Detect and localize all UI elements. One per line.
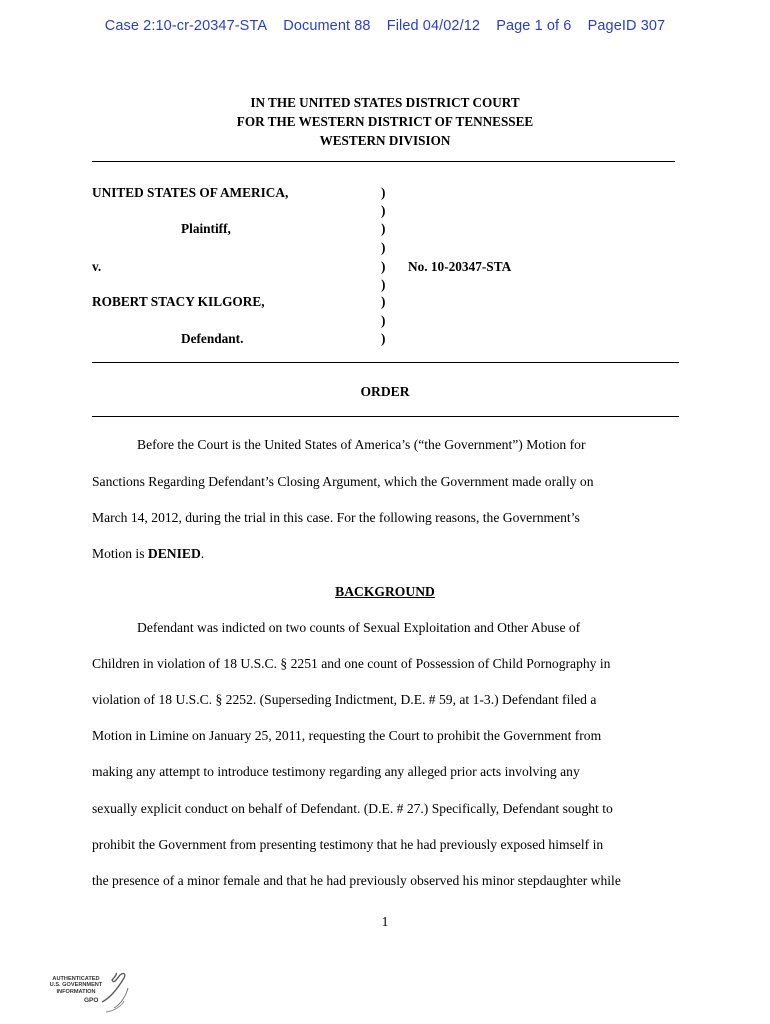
- court-heading: [0, 93, 770, 150]
- page-count-stamp: Page 1 of 6: [496, 18, 572, 34]
- background-line-3: violation of 18 U.S.C. § 2252. (Superseding Indictment, D.E. # 59, at 1-3.) Defendant filed a: [92, 692, 597, 707]
- caption-paren: ): [381, 313, 386, 328]
- seal-text: [46, 976, 106, 995]
- motion-suffix: .: [200, 546, 205, 561]
- caption-paren: ): [381, 185, 386, 200]
- caption-paren: ): [381, 221, 386, 236]
- seal-gpo-label: GPO: [84, 997, 99, 1004]
- motion-prefix: Motion is: [92, 546, 148, 561]
- caption-paren: ): [381, 203, 386, 218]
- background-line-6: sexually explicit conduct on behalf of Defendant. (D.E. # 27.) Specifically, Defendant sought to: [92, 801, 613, 816]
- intro-line-3: March 14, 2012, during the trial in this case. For the following reasons, the Government’s: [92, 510, 580, 525]
- background-line-7: prohibit the Government from presenting testimony that he had previously exposed himself in: [92, 837, 604, 852]
- gpo-authentication-seal: [44, 968, 144, 1018]
- court-heading-line-1: IN THE UNITED STATES DISTRICT COURT: [250, 95, 520, 110]
- filed-date-stamp: Filed 04/02/12: [386, 18, 481, 34]
- background-line-1: Defendant was indicted on two counts of Sexual Exploitation and Other Abuse of: [137, 620, 581, 635]
- caption-paren: ): [381, 240, 386, 255]
- seal-line-3: INFORMATION: [56, 988, 96, 995]
- case-number-stamp: Case 2:10-cr-20347-STA: [104, 18, 268, 34]
- intro-line-1: Before the Court is the United States of America’s (“the Government”) Motion for: [137, 437, 586, 452]
- ecf-header-stamp: [0, 18, 770, 34]
- order-title: ORDER: [360, 384, 410, 399]
- intro-line-4: [92, 546, 204, 562]
- plaintiff-role: Plaintiff,: [181, 221, 231, 236]
- caption-rule: [92, 362, 679, 363]
- heading-rule: [92, 161, 675, 162]
- background-line-4: Motion in Limine on January 25, 2011, requesting the Court to prohibit the Government from: [92, 728, 602, 743]
- background-line-2: Children in violation of 18 U.S.C. § 2251 and one count of Possession of Child Pornography in: [92, 656, 611, 671]
- defendant-role: Defendant.: [181, 331, 244, 346]
- seal-line-2: U.S. GOVERNMENT: [49, 982, 103, 989]
- background-line-5: making any attempt to introduce testimony regarding any alleged prior acts involving any: [92, 764, 580, 779]
- case-number: No. 10-20347-STA: [408, 259, 512, 274]
- versus-label: v.: [92, 259, 102, 274]
- seal-line-1: AUTHENTICATED: [52, 976, 100, 982]
- page-id-stamp: PageID 307: [587, 18, 666, 34]
- caption-paren: ): [381, 331, 386, 346]
- page-number: 1: [381, 914, 389, 929]
- caption-paren: ): [381, 259, 386, 274]
- background-line-8: the presence of a minor female and that he had previously observed his minor stepdaughter while: [92, 873, 621, 888]
- background-heading: BACKGROUND: [335, 584, 435, 599]
- defendant-name: ROBERT STACY KILGORE,: [92, 294, 265, 309]
- court-heading-line-2: FOR THE WESTERN DISTRICT OF TENNESSEE: [236, 114, 534, 129]
- caption-paren: ): [381, 294, 386, 309]
- order-rule: [92, 416, 679, 417]
- plaintiff-name: UNITED STATES OF AMERICA,: [92, 185, 289, 200]
- court-heading-line-3: WESTERN DIVISION: [319, 133, 451, 148]
- intro-line-2: Sanctions Regarding Defendant’s Closing Argument, which the Government made orally on: [92, 474, 594, 489]
- document-number-stamp: Document 88: [283, 18, 371, 34]
- motion-ruling: DENIED: [147, 546, 201, 561]
- caption-paren: ): [381, 277, 386, 292]
